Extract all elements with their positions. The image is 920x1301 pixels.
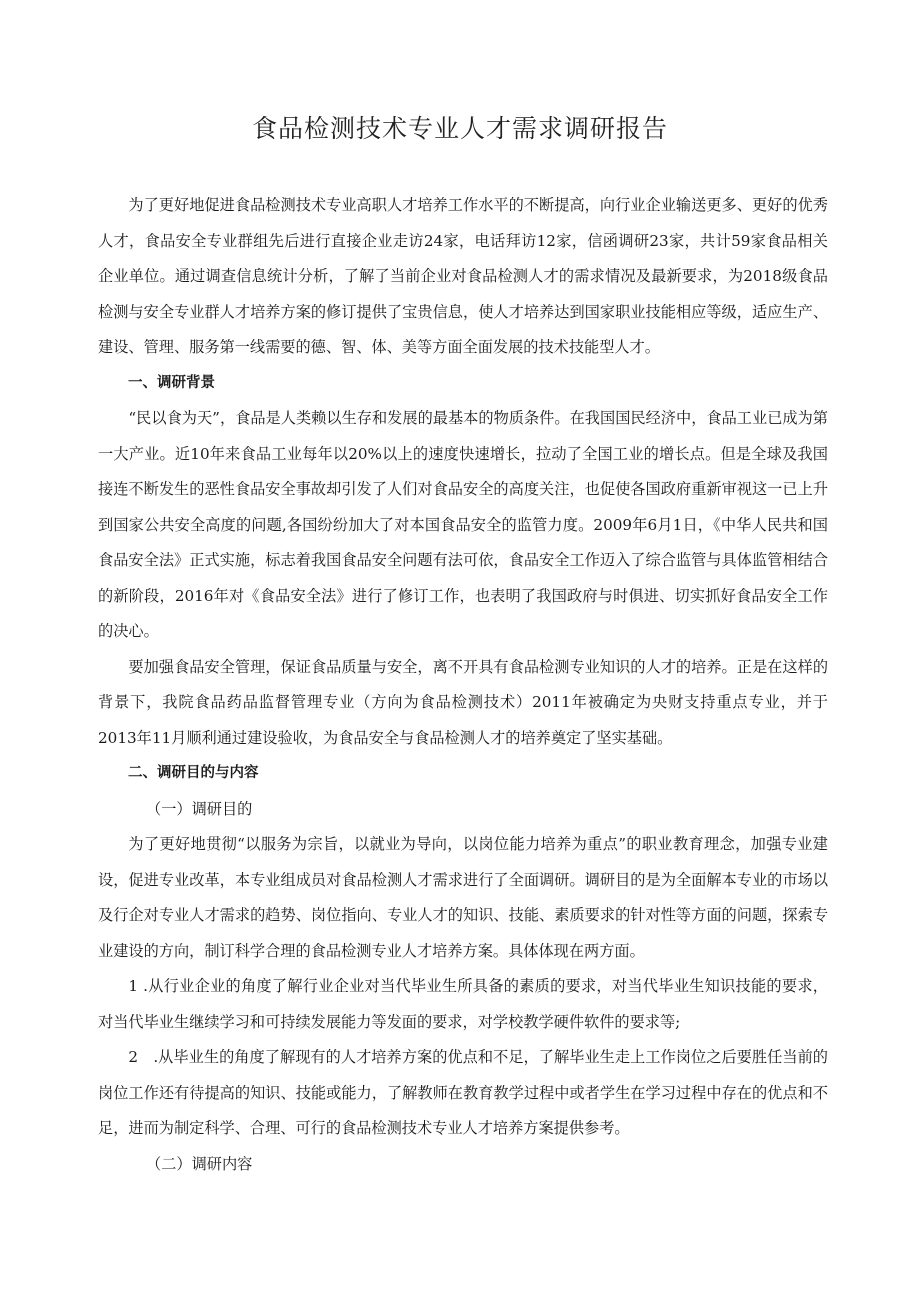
intro-paragraph: 为了更好地促进食品检测技术专业高职人才培养工作水平的不断提高，向行业企业输送更多、更好的优秀人才，食品安全专业群组先后进行直接企业走访24家，电话拜访12家，信函调研23家，共计59家食品相关企业单位。通过调查信息统计分析，了解了当前企业对食品检测人才的需求情况及最新要求，为2018级食品检测与安全专业群人才培养方案的修订提供了宝贵信息，使人才培养达到国家职业技能相应等级，适应生产、建设、管理、服务第一线需要的德、智、体、美等方面全面发展的技术技能型人才。 — [98, 196, 828, 356]
subheading-purpose: （一）调研目的 — [146, 799, 253, 818]
document-body — [98, 188, 828, 1182]
list-item-1: 1 .从行业企业的角度了解行业企业对当代毕业生所具备的素质的要求，对当代毕业生知识技能的要求，对当代毕业生继续学习和可持续发展能力等发面的要求，对学校教学硬件软件的要求等; — [98, 977, 828, 1031]
subheading-content: （二）调研内容 — [146, 1154, 253, 1173]
document-title: 食品检测技术专业人才需求调研报告 — [251, 114, 668, 143]
background-paragraph-2: 要加强食品安全管理，保证食品质量与安全，离不开具有食品检测专业知识的人才的培养。正是在这样的背景下，我院食品药品监督管理专业（方向为食品检测技术）2011年被确定为央财支持重点专业，并于2013年11月顺利通过建设验收，为食品安全与食品检测人才的培养奠定了坚实基础。 — [98, 657, 828, 747]
section-heading-background: 一、调研背景 — [128, 374, 215, 391]
list-item-2: 2 .从毕业生的角度了解现有的人才培养方案的优点和不足，了解毕业生走上工作岗位之后要胜任当前的岗位工作还有待提高的知识、技能或能力，了解教师在教育教学过程中或者学生在学习过程中存在的优点和不足，进而为制定科学、合理、可行的食品检测技术专业人才培养方案提供参考。 — [98, 1048, 828, 1137]
section-heading-purpose-content: 二、调研目的与内容 — [128, 765, 259, 781]
purpose-paragraph: 为了更好地贯彻“以服务为宗旨，以就业为导向，以岗位能力培养为重点”的职业教育理念，加强专业建设，促进专业改革，本专业组成员对食品检测人才需求进行了全面调研。调研目的是为全面解本专业的市场以及行企对专业人才需求的趋势、岗位指向、专业人才的知识、技能、素质要求的针对性等方面的问题，探索专业建设的方向，制订科学合理的食品检测专业人才培养方案。具体体现在两方面。 — [98, 835, 828, 960]
background-paragraph-1: “民以食为天”，食品是人类赖以生存和发展的最基本的物质条件。在我国国民经济中，食品工业已成为第一大产业。近10年来食品工业每年以20%以上的速度快速增长，拉动了全国工业的增长点。但是全球及我国接连不断发生的恶性食品安全事故却引发了人们对食品安全的高度关注，也促使各国政府重新审视这一已上升到国家公共安全高度的问题,各国纷纷加大了对本国食品安全的监管力度。2009年6月1日，《中华人民共和国食品安全法》正式实施，标志着我国食品安全问题有法可依，食品安全工作迈入了综合监管与具体监管相结合的新阶段，2016年对《食品安全法》进行了修订工作，也表明了我国政府与时俱进、切实抓好食品安全工作的决心。 — [98, 409, 828, 640]
